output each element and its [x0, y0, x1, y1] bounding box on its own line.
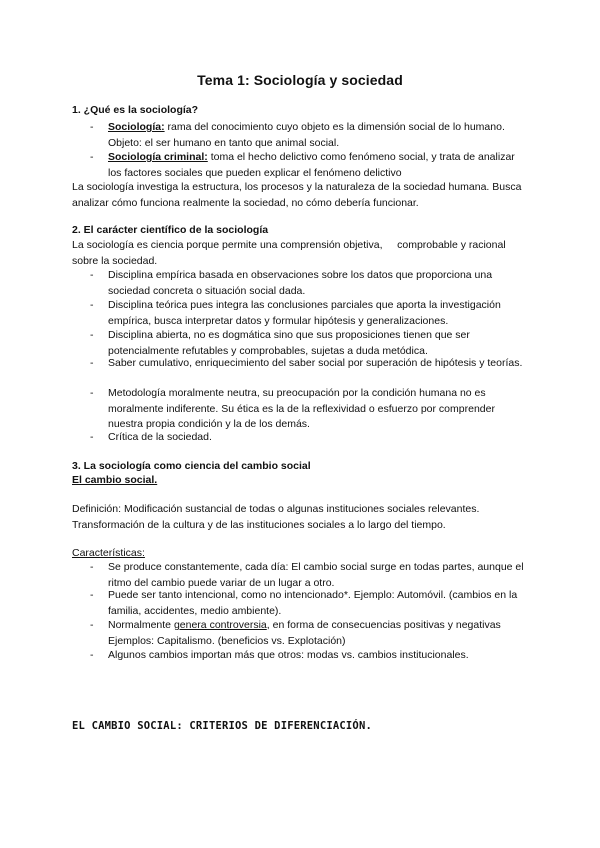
underlined-phrase: genera controversia — [173, 619, 267, 631]
section-4-heading: EL CAMBIO SOCIAL: CRITERIOS DE DIFERENCIACIÓN. — [72, 720, 372, 732]
section-3-subheading: El cambio social. — [72, 474, 158, 486]
bullet-dash: - — [90, 299, 94, 311]
list-item — [90, 298, 530, 329]
bullet-dash: - — [90, 619, 94, 631]
list-item-text: Se produce constantemente, cada día: El cambio social surge en todas partes, aunque el ritmo del cambio puede variar de un lugar a otro. — [108, 561, 524, 589]
section-2-intro: La sociología es ciencia porque permite una comprensión objetiva, comprobable y racional sobre la sociedad. — [72, 239, 509, 267]
list-item — [90, 328, 530, 359]
list-item-text: , en forma de consecuencias positivas y negativas Ejemplos: Capitalismo. (beneficios vs. Explotación) — [108, 619, 501, 647]
page-title: Tema 1: Sociología y sociedad — [197, 72, 403, 88]
section-3-heading: 3. La sociología como ciencia del cambio social — [72, 460, 311, 472]
list-item — [90, 430, 530, 446]
list-item — [90, 120, 530, 151]
list-item — [90, 356, 530, 372]
bullet-dash: - — [90, 649, 94, 661]
bullet-dash: - — [90, 431, 94, 443]
list-item — [90, 268, 530, 299]
list-item-text: Metodología moralmente neutra, su preocupación por la condición humana no es moralmente indiferente. Su ética es la de la reflexividad o esfuerzo por comprender nuestra propia condición y la de los demás. — [108, 387, 495, 430]
bullet-dash: - — [90, 269, 94, 281]
list-item-text: Disciplina abierta, no es dogmática sino que sus proposiciones tienen que ser potencialmente refutables y comprobables, sujetas a duda metódica. — [108, 329, 470, 357]
definition-text: rama del conocimiento cuyo objeto es la dimensión social de lo humano. Objeto: el ser humano en tanto que animal social. — [108, 121, 505, 149]
bullet-dash: - — [90, 387, 94, 399]
list-item-text: Saber cumulativo, enriquecimiento del saber social por superación de hipótesis y teorías. — [108, 357, 523, 369]
list-item — [90, 648, 530, 664]
term-sociologia-criminal: Sociología criminal: — [108, 151, 208, 163]
bullet-dash: - — [90, 561, 94, 573]
definition-text: toma el hecho delictivo como fenómeno social, y trata de analizar los factores sociales que pueden explicar el fenómeno delictivo — [108, 151, 515, 179]
list-item-text: Disciplina teórica pues integra las conclusiones parciales que aporta la investigación empírica, busca interpretar datos y formular hipótesis y generalizaciones. — [108, 299, 501, 327]
section-2-heading: 2. El carácter científico de la sociología — [72, 224, 269, 236]
section-1-heading: 1. ¿Qué es la sociología? — [72, 104, 199, 116]
list-item — [90, 386, 530, 433]
list-item-text: Crítica de la sociedad. — [108, 431, 212, 443]
definition-paragraph: Definición: Modificación sustancial de todas o algunas instituciones sociales relevantes. Transformación de la cultura y de las instituciones sociales a lo largo del tiempo. — [72, 503, 480, 531]
bullet-dash: - — [90, 357, 94, 369]
bullet-dash: - — [90, 121, 94, 133]
list-item — [90, 150, 530, 181]
list-item-text: Disciplina empírica basada en observaciones sobre los datos que proporciona una sociedad concreta o situación social dada. — [108, 269, 493, 297]
list-item — [90, 618, 530, 649]
list-item — [90, 560, 530, 591]
bullet-dash: - — [90, 329, 94, 341]
list-item-text: Algunos cambios importan más que otros: modas vs. cambios institucionales. — [108, 649, 469, 661]
list-item-text: Puede ser tanto intencional, como no intencionado*. Ejemplo: Automóvil. (cambios en la familia, accidentes, medio ambiente). — [108, 589, 518, 617]
list-item-text: Normalmente — [108, 619, 174, 631]
list-item — [90, 588, 530, 619]
term-sociologia: Sociología: — [108, 121, 165, 133]
section-1-paragraph: La sociología investiga la estructura, los procesos y la naturaleza de la sociedad humana. Busca analizar cómo funciona realmente la sociedad, no cómo debería funcionar. — [72, 181, 522, 209]
bullet-dash: - — [90, 151, 94, 163]
bullet-dash: - — [90, 589, 94, 601]
characteristics-label: Características: — [72, 547, 145, 559]
